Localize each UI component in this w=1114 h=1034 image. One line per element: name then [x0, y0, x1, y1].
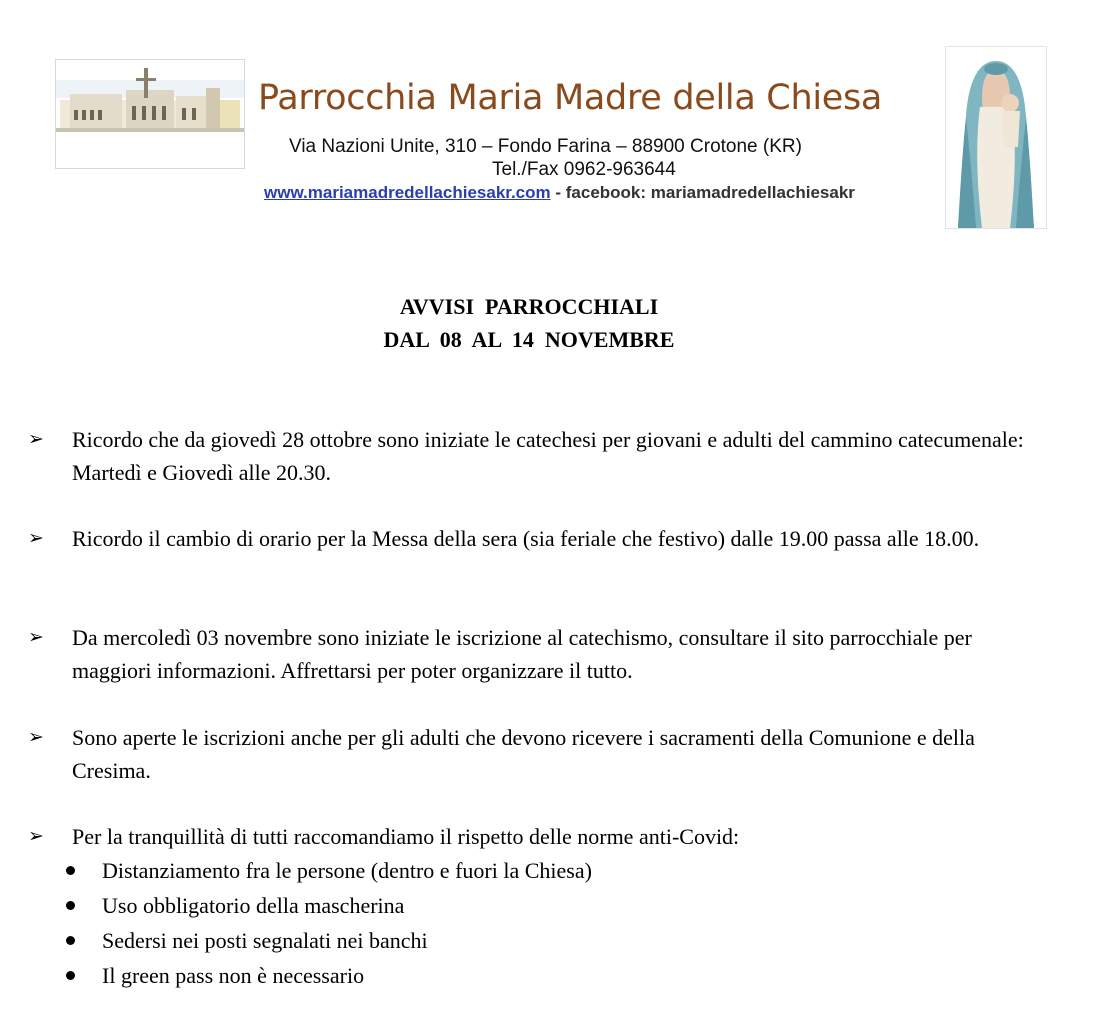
notices-title: AVVISI PARROCCHIALI: [399, 294, 659, 319]
list-item: [0, 923, 1060, 958]
church-building-image: [55, 59, 245, 169]
list-item-text: Uso obbligatorio della mascherina: [102, 893, 405, 918]
list-item-text: Il green pass non è necessario: [102, 963, 365, 988]
arrowhead-bullet-icon: ➢: [28, 428, 44, 450]
list-item: [0, 888, 1060, 923]
parish-name: Parrocchia Maria Madre della Chiesa: [258, 78, 883, 118]
list-item-text: Sedersi nei posti segnalati nei banchi: [102, 928, 428, 953]
notice-text: Da mercoledì 03 novembre sono iniziate le iscrizione al catechismo, consultare il sito parrocchiale per maggiori informazioni. Affrettarsi per poter organizzare il tutto.: [72, 625, 972, 683]
notice-text: Per la tranquillità di tutti raccomandiamo il rispetto delle norme anti-Covid:: [72, 824, 740, 849]
notice-text: Ricordo il cambio di orario per la Messa della sera (sia feriale che festivo) dalle 19.00 passa alle 18.00.: [72, 526, 980, 551]
round-bullet-icon: [66, 866, 75, 875]
facebook-handle: facebook: mariamadredellachiesakr: [565, 183, 855, 202]
arrowhead-bullet-icon: ➢: [28, 726, 44, 748]
arrowhead-bullet-icon: ➢: [28, 825, 44, 847]
website-link[interactable]: www.mariamadredellachiesakr.com: [264, 183, 551, 202]
notices-date-range: DAL 08 AL 14 NOVEMBRE: [383, 327, 675, 352]
notice-text: Ricordo che da giovedì 28 ottobre sono iniziate le catechesi per giovani e adulti del cammino catecumenale: Martedì e Giovedì alle 20.30.: [72, 427, 1024, 485]
covid-rules-list: [0, 853, 1060, 993]
arrowhead-bullet-icon: ➢: [28, 527, 44, 549]
round-bullet-icon: [66, 971, 75, 980]
list-item: [0, 853, 1060, 888]
round-bullet-icon: [66, 901, 75, 910]
arrowhead-bullet-icon: ➢: [28, 626, 44, 648]
notice-text: Sono aperte le iscrizioni anche per gli adulti che devono ricevere i sacramenti della Comunione e della Cresima.: [72, 725, 975, 783]
contact-line: [264, 183, 855, 203]
parish-phone: Tel./Fax 0962-963644: [492, 159, 676, 180]
list-item-text: Distanziamento fra le persone (dentro e fuori la Chiesa): [102, 858, 592, 883]
contact-separator: -: [550, 183, 566, 202]
parish-address: Via Nazioni Unite, 310 – Fondo Farina – 88900 Crotone (KR): [289, 136, 802, 157]
madonna-statue-image: [945, 46, 1047, 229]
list-item: [0, 958, 1060, 993]
round-bullet-icon: [66, 936, 75, 945]
